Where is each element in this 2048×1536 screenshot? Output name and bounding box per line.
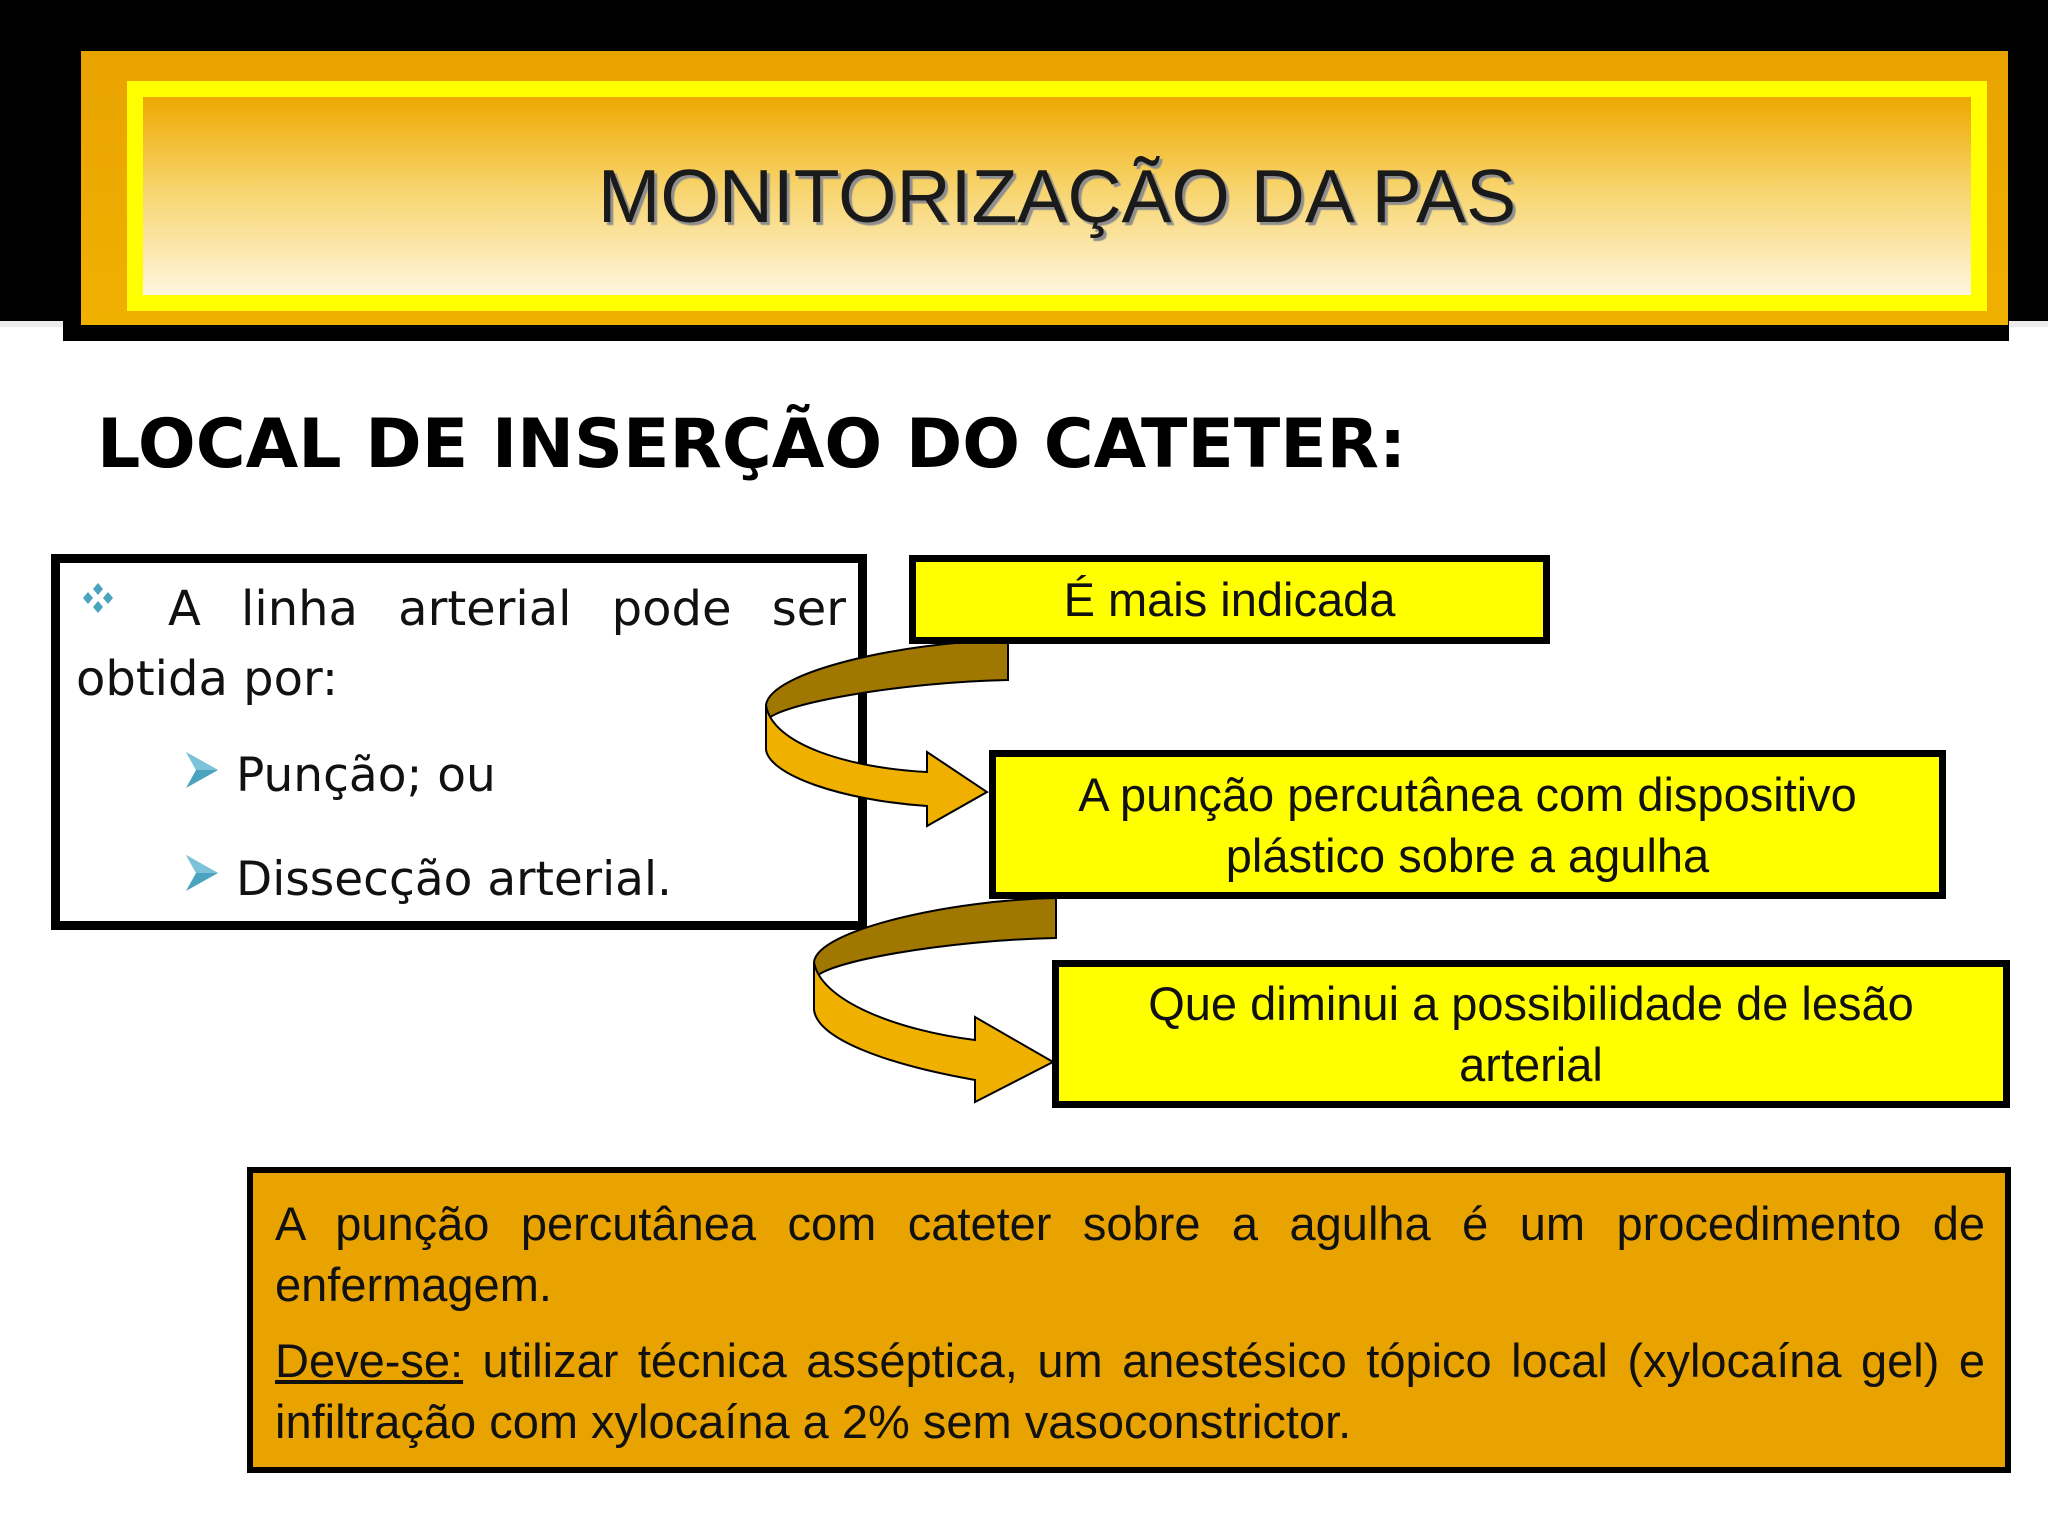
flow-box-indicated: [909, 555, 1550, 644]
intro-line-1: A linha arterial pode ser: [168, 581, 846, 637]
flow-box-2-line-1: A punção percutânea com dispositivo: [1078, 767, 1857, 821]
deve-se-text: utilizar técnica asséptica, um anestésico tópico local (xylocaína gel) e infiltração com xylocaína a 2% sem vasoconstrictor.: [275, 1334, 1985, 1448]
flow-box-2-line-2: plástico sobre a agulha: [1225, 828, 1710, 882]
list-item-disseccao: Dissecção arterial.: [236, 852, 672, 907]
flow-box-3-line-1: Que diminui a possibilidade de lesão: [1148, 977, 1914, 1030]
slide-title: MONITORIZAÇÃO DA PAS: [597, 154, 1517, 238]
bottom-paragraph-2: [275, 1330, 1985, 1452]
flow-box-3-line-2: arterial: [1459, 1038, 1603, 1091]
flow-box-reduces-lesion: [1052, 960, 2010, 1108]
intro-line-2: obtida por:: [76, 651, 339, 707]
arrowhead-icon: [184, 853, 220, 893]
deve-se-label: Deve-se:: [275, 1334, 464, 1387]
flow-box-1-text: É mais indicada: [1063, 573, 1396, 626]
left-intro-text: [76, 574, 846, 714]
list-item-puncao: Punção; ou: [236, 748, 496, 803]
bottom-paragraph-1: A punção percutânea com cateter sobre a agulha é um procedimento de enfermagem.: [275, 1197, 1985, 1311]
section-heading: LOCAL DE INSERÇÃO DO CATETER:: [97, 405, 1407, 484]
bottom-note-box: [247, 1167, 2011, 1473]
title-panel: [127, 81, 1987, 311]
flow-box-percutaneous: [989, 750, 1946, 899]
arrowhead-icon: [184, 750, 220, 790]
